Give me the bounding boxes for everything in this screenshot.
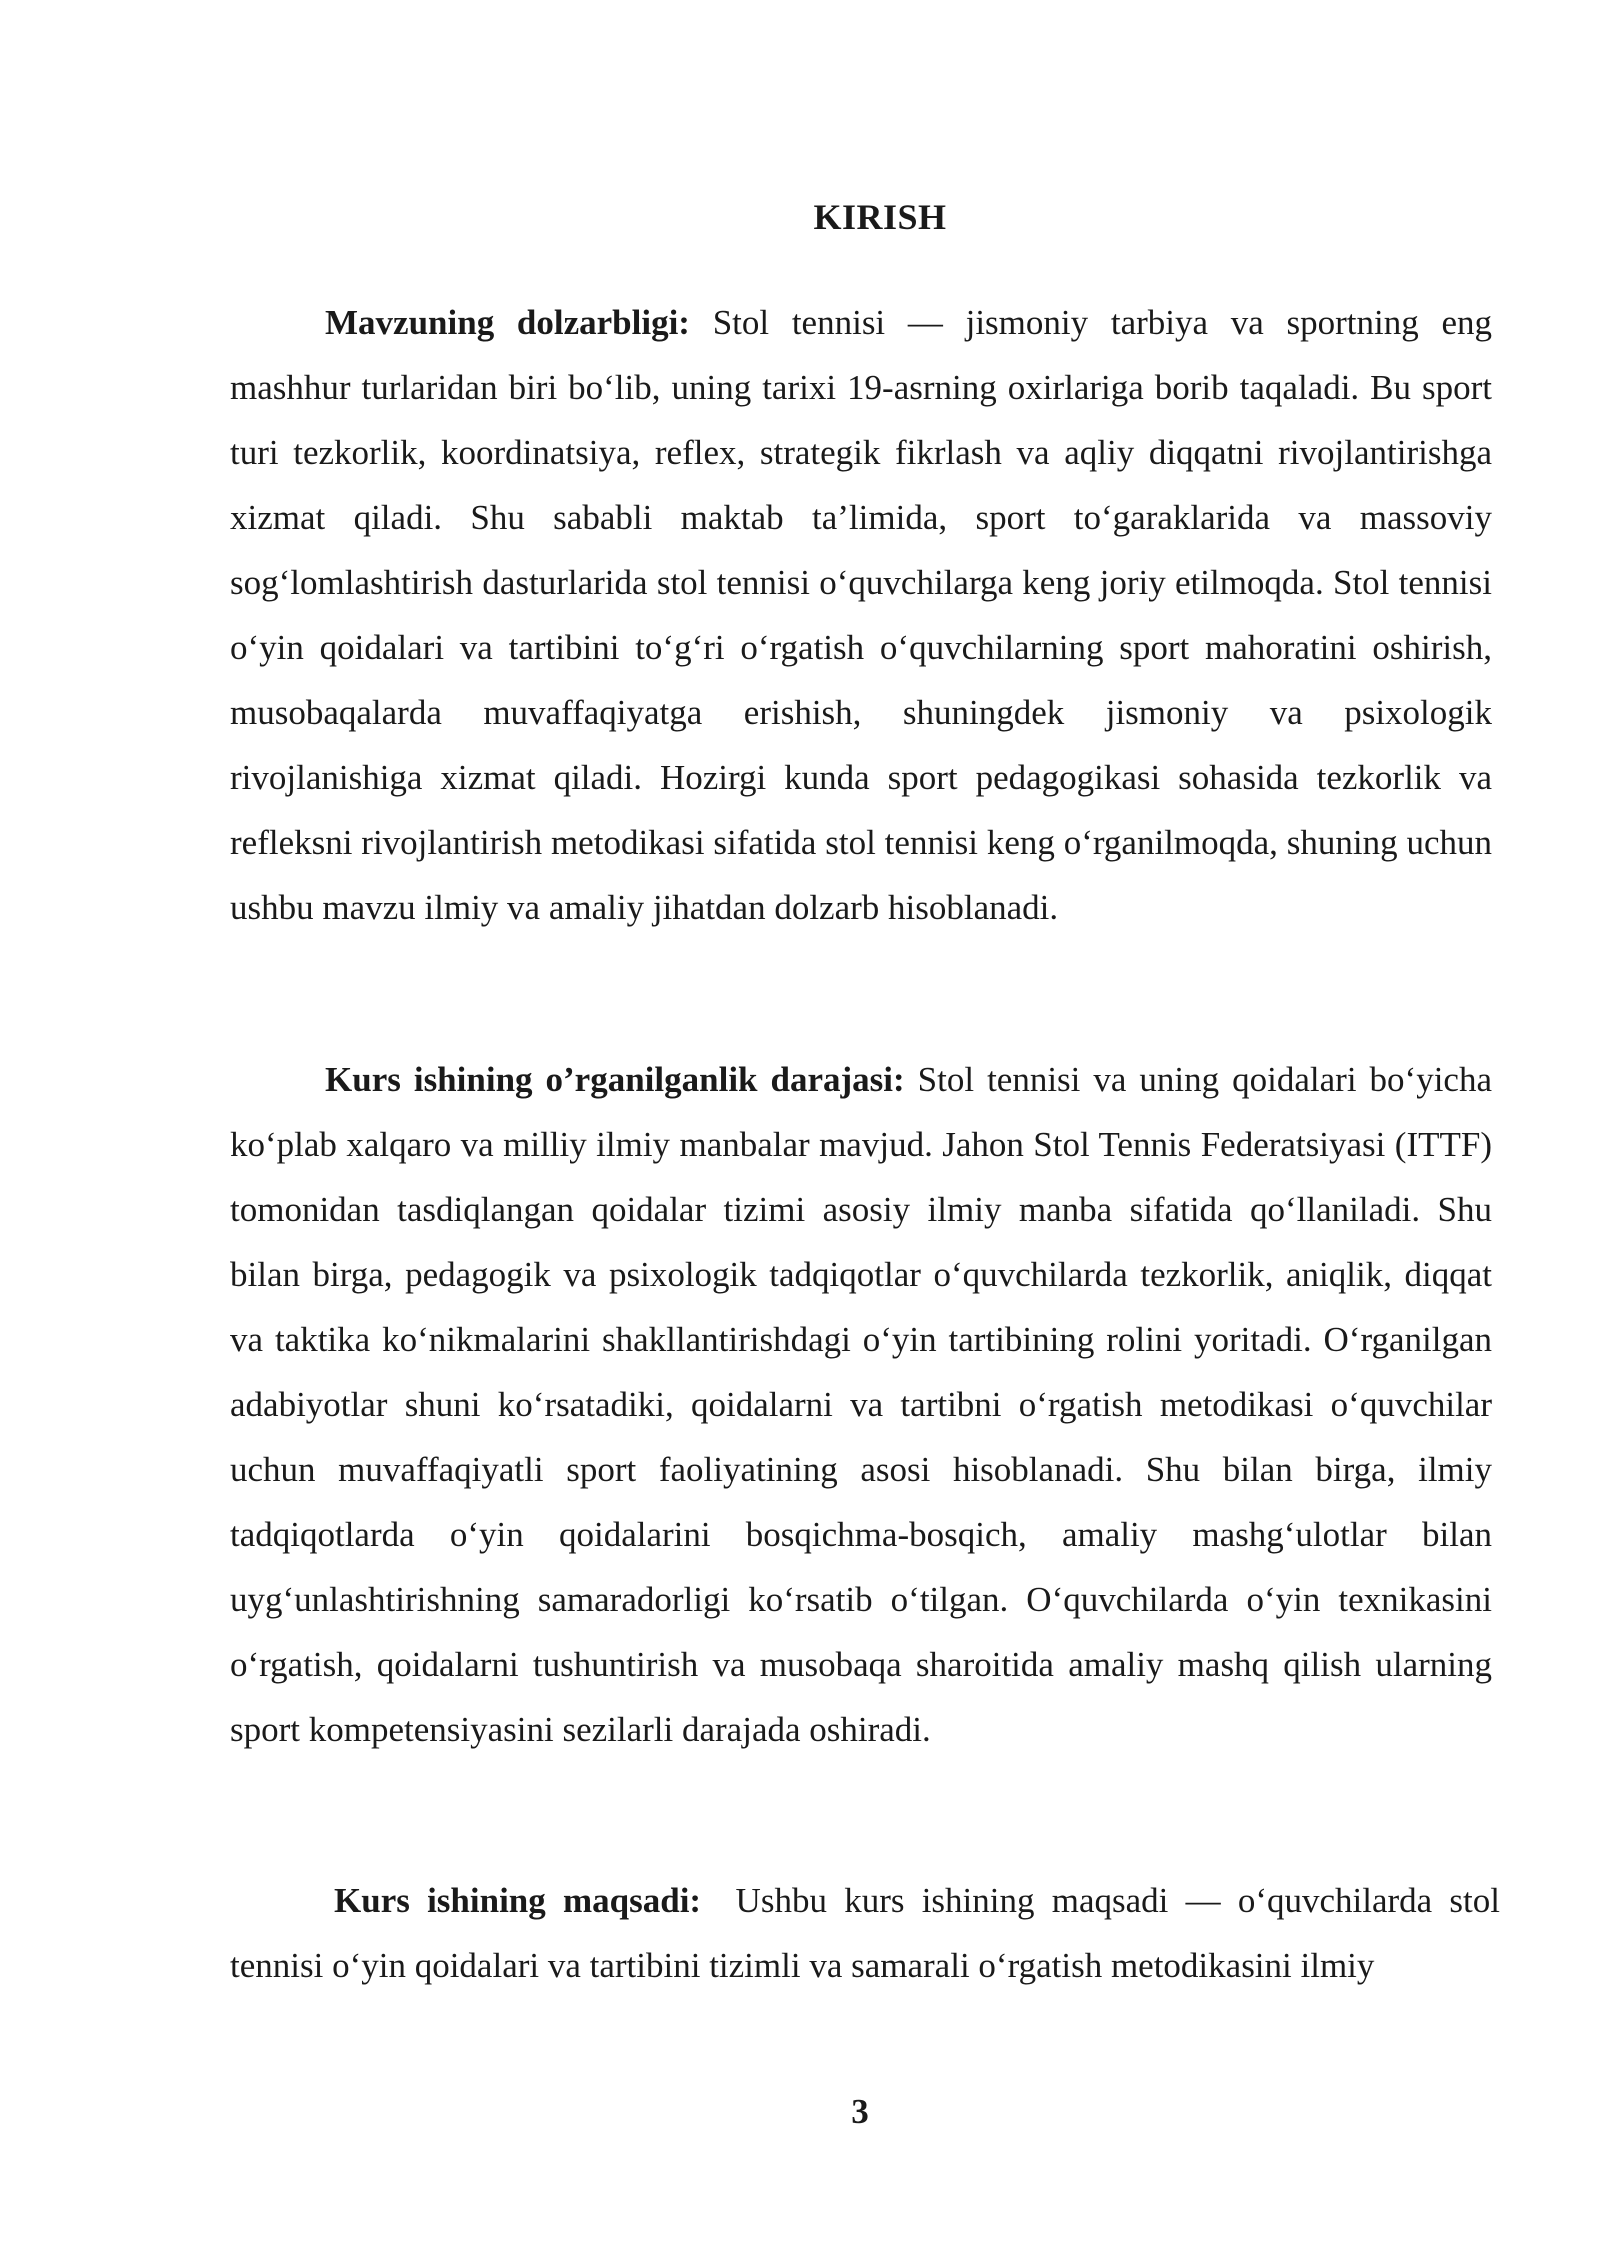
paragraph-study-level bbox=[230, 1047, 1492, 1762]
paragraph-goal bbox=[230, 1868, 1509, 1998]
paragraph-body: Ushbu kurs ishining maqsadi — oʻquvchilarda stol tennisi oʻyin qoidalari va tartibini tizimli va samarali oʻrgatish metodikasini ilmiy bbox=[230, 1881, 1509, 1985]
paragraph-relevance bbox=[230, 290, 1492, 940]
page-number: 3 bbox=[851, 2092, 869, 2131]
section-heading: KIRISH bbox=[813, 197, 947, 237]
paragraph-lead: Kurs ishining o’rganilganlik darajasi: bbox=[325, 1060, 905, 1099]
paragraph-body: Stol tennisi va uning qoidalari boʻyicha koʻplab xalqaro va milliy ilmiy manbalar mavjud. Jahon Stol Tennis Federatsiyasi (ITTF) tomonidan tasdiqlangan qoidalar tizimi asosiy ilmiy manba sifatida qoʻllaniladi. Shu bilan birga, pedagogik va psixologik tadqiqotlar oʻquvchilarda tezkorlik, aniqlik, diqqat va taktika koʻnikmalarini shakllantirishdagi oʻyin tartibining rolini yoritadi. Oʻrganilgan adabiyotlar shuni koʻrsatadiki, qoidalarni va tartibni oʻrgatish metodikasi oʻquvchilar uchun muvaffaqiyatli sport faoliyatining asosi hisoblanadi. Shu bilan birga, ilmiy tadqiqotlarda oʻyin qoidalarini bosqichma-bosqich, amaliy mashgʻulotlar bilan uygʻunlashtirishning samaradorligi koʻrsatib oʻtilgan. Oʻquvchilarda oʻyin texnikasini oʻrgatish, qoidalarni tushuntirish va musobaqa sharoitida amaliy mashq qilish ularning sport kompetensiyasini sezilarli darajada oshiradi. bbox=[230, 1060, 1492, 1749]
paragraph-lead: Mavzuning dolzarbligi: bbox=[325, 303, 690, 342]
paragraph-lead: Kurs ishining maqsadi: bbox=[334, 1881, 702, 1920]
paragraph-body: Stol tennisi — jismoniy tarbiya va sportning eng mashhur turlaridan biri boʻlib, uning tarixi 19-asrning oxirlariga borib taqaladi. Bu sport turi tezkorlik, koordinatsiya, reflex, strategik fikrlash va aqliy diqqatni rivojlantirishga xizmat qiladi. Shu sababli maktab ta’limida, sport toʻgaraklarida va massoviy sogʻlomlashtirish dasturlarida stol tennisi oʻquvchilarga keng joriy etilmoqda. Stol tennisi oʻyin qoidalari va tartibini toʻgʻri oʻrgatish oʻquvchilarning sport mahoratini oshirish, musobaqalarda muvaffaqiyatga erishish, shuningdek jismoniy va psixologik rivojlanishiga xizmat qiladi. Hozirgi kunda sport pedagogikasi sohasida tezkorlik va refleksni rivojlantirish metodikasi sifatida stol tennisi keng oʻrganilmoqda, shuning uchun ushbu mavzu ilmiy va amaliy jihatdan dolzarb hisoblanadi. bbox=[230, 303, 1492, 927]
